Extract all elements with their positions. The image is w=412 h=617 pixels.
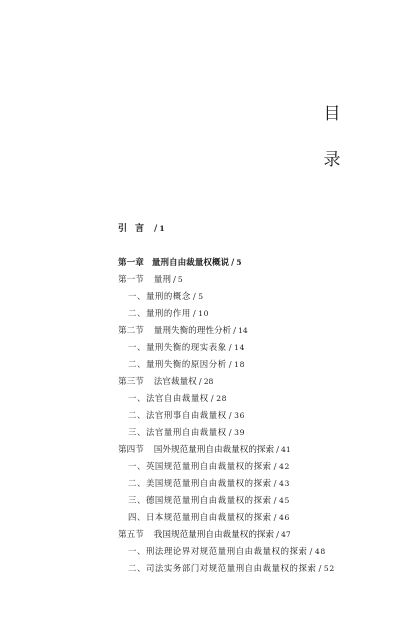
toc-entry-section[interactable] bbox=[118, 322, 408, 339]
item-title: 二、司法实务部门对规范量刑自由裁量权的探索 bbox=[128, 563, 317, 573]
page-number: 41 bbox=[281, 445, 291, 454]
toc-entry-section[interactable] bbox=[118, 271, 408, 288]
item-title: 一、刑法理论界对规范量刑自由裁量权的探索 bbox=[128, 546, 308, 556]
toc-entry-item[interactable] bbox=[118, 543, 408, 560]
page-number: 36 bbox=[234, 411, 246, 420]
item-title: 一、英国规范量刑自由裁量权的探索 bbox=[128, 461, 272, 471]
chapter-number: 第一章 bbox=[118, 258, 144, 268]
toc-entry-section[interactable] bbox=[118, 526, 408, 543]
toc-entry-item[interactable] bbox=[118, 356, 408, 373]
toc-entry-intro[interactable] bbox=[118, 220, 408, 237]
page-separator: / bbox=[273, 478, 278, 488]
section-number: 第一节 bbox=[118, 275, 144, 285]
page-separator: / bbox=[273, 461, 278, 471]
toc-entry-item[interactable] bbox=[118, 390, 408, 407]
section-title: 量刑 bbox=[153, 275, 171, 285]
page-separator: / bbox=[192, 291, 197, 301]
section-title: 国外规范量刑自由裁量权的探索 bbox=[153, 445, 275, 455]
page-separator: / bbox=[233, 326, 237, 336]
item-title: 二、美国规范量刑自由裁量权的探索 bbox=[128, 478, 272, 488]
toc-entries bbox=[118, 271, 408, 577]
item-title: 一、量刑失衡的现实表象 bbox=[128, 342, 227, 352]
page-number: 46 bbox=[279, 513, 290, 522]
page-number: 47 bbox=[281, 530, 291, 539]
section-number: 第三节 bbox=[118, 377, 144, 387]
page-number: 28 bbox=[203, 377, 214, 386]
section-title: 量刑失衡的理性分析 bbox=[153, 326, 232, 336]
section-number: 第二节 bbox=[118, 326, 144, 336]
toc-entry-chapter[interactable] bbox=[118, 254, 408, 271]
page-separator: / bbox=[276, 445, 280, 455]
page-separator: / bbox=[228, 342, 233, 352]
item-title: 二、量刑的作用 bbox=[128, 308, 191, 318]
toc-entry-item[interactable] bbox=[118, 407, 408, 424]
page-separator: / bbox=[318, 563, 322, 573]
page-number: 14 bbox=[238, 326, 248, 335]
toc-entry-item[interactable] bbox=[118, 560, 408, 577]
page-number: 52 bbox=[323, 564, 335, 573]
page-separator: / bbox=[210, 393, 215, 403]
item-title: 一、量刑的概念 bbox=[128, 291, 191, 301]
page-number: 43 bbox=[279, 479, 290, 488]
item-title: 二、量刑失衡的原因分析 bbox=[128, 359, 227, 369]
page-separator: / bbox=[154, 224, 158, 234]
section-number: 第四节 bbox=[118, 445, 144, 455]
page-number: 5 bbox=[198, 292, 204, 301]
page-separator: / bbox=[173, 275, 176, 285]
page-separator: / bbox=[198, 377, 202, 387]
chapter-title: 量刑自由裁量权概说 bbox=[151, 258, 230, 268]
page-number: 48 bbox=[314, 547, 326, 556]
toc-entry-item[interactable] bbox=[118, 492, 408, 509]
page-number: 5 bbox=[236, 258, 242, 267]
toc-title bbox=[320, 106, 344, 169]
page-separator: / bbox=[228, 410, 233, 420]
item-title: 三、德国规范量刑自由裁量权的探索 bbox=[128, 495, 272, 505]
intro-label: 引言 bbox=[118, 224, 153, 234]
toc-entry-section[interactable] bbox=[118, 441, 408, 458]
page-separator: / bbox=[273, 512, 278, 522]
item-title: 四、日本规范量刑自由裁量权的探索 bbox=[128, 512, 272, 522]
toc-entry-section[interactable] bbox=[118, 373, 408, 390]
page-separator: / bbox=[273, 495, 278, 505]
toc-entry-item[interactable] bbox=[118, 305, 408, 322]
page-separator: / bbox=[276, 530, 280, 540]
section-title: 法官裁量权 bbox=[153, 377, 197, 387]
page-number: 5 bbox=[177, 275, 183, 284]
toc-title-char-1: 目 bbox=[323, 104, 341, 124]
page-number: 39 bbox=[234, 428, 246, 437]
item-title: 二、法官刑事自由裁量权 bbox=[128, 410, 227, 420]
item-title: 一、法官自由裁量权 bbox=[128, 393, 209, 403]
page-number: 1 bbox=[159, 224, 165, 233]
page-number: 28 bbox=[216, 394, 228, 403]
section-title: 我国规范量刑自由裁量权的探索 bbox=[153, 530, 275, 540]
page-number: 18 bbox=[234, 360, 246, 369]
section-number: 第五节 bbox=[118, 530, 144, 540]
page-separator: / bbox=[231, 258, 235, 268]
page-separator: / bbox=[192, 308, 197, 318]
page-number: 10 bbox=[198, 309, 210, 318]
toc-entry-item[interactable] bbox=[118, 475, 408, 492]
table-of-contents bbox=[118, 220, 408, 577]
toc-entry-item[interactable] bbox=[118, 424, 408, 441]
page-number: 42 bbox=[279, 462, 290, 471]
item-title: 三、法官量刑自由裁量权 bbox=[128, 427, 227, 437]
page-separator: / bbox=[309, 546, 313, 556]
page-separator: / bbox=[228, 427, 233, 437]
page-number: 45 bbox=[279, 496, 290, 505]
toc-title-char-2: 录 bbox=[323, 150, 341, 170]
page-separator: / bbox=[228, 359, 233, 369]
toc-entry-item[interactable] bbox=[118, 288, 408, 305]
toc-entry-item[interactable] bbox=[118, 509, 408, 526]
page-number: 14 bbox=[234, 343, 246, 352]
toc-entry-item[interactable] bbox=[118, 339, 408, 356]
toc-entry-item[interactable] bbox=[118, 458, 408, 475]
